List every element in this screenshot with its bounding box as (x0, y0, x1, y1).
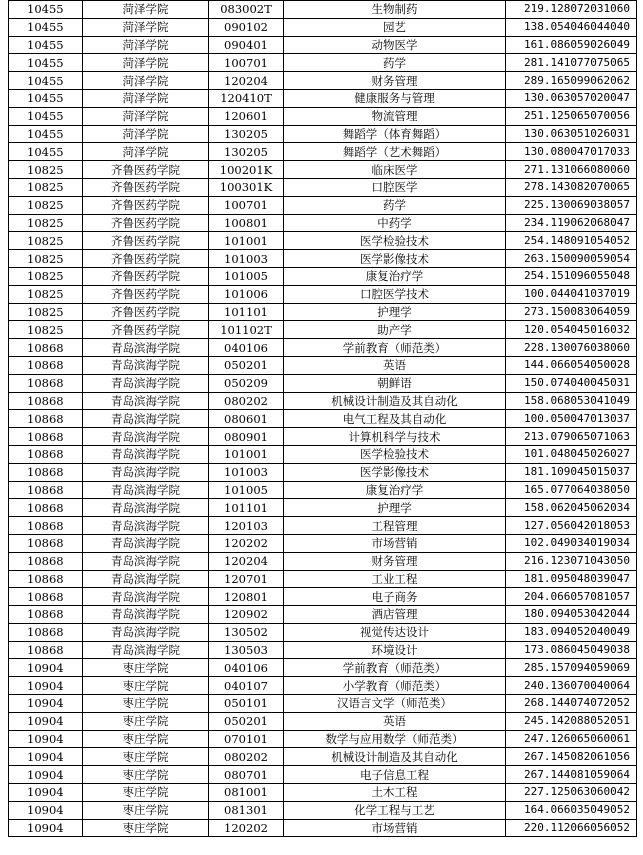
major-name-cell: 药学 (284, 196, 506, 214)
score-cell: 144.066054050028 (506, 356, 637, 374)
major-code-cell: 120202 (209, 819, 284, 837)
major-name-cell: 临床医学 (284, 161, 506, 179)
major-name-cell: 化学工程与工艺 (284, 801, 506, 819)
score-cell: 101.048045026027 (506, 445, 637, 463)
major-code-cell: 050101 (209, 695, 284, 713)
school-name-cell: 青岛滨海学院 (83, 339, 209, 357)
table-row (9, 534, 637, 552)
major-code-cell: 130502 (209, 623, 284, 641)
major-code-cell: 050201 (209, 712, 284, 730)
table-row (9, 552, 637, 570)
major-code-cell: 083002T (209, 1, 284, 19)
school-code-cell: 10868 (9, 588, 83, 606)
school-name-cell: 青岛滨海学院 (83, 499, 209, 517)
major-code-cell: 120701 (209, 570, 284, 588)
major-code-cell: 040107 (209, 677, 284, 695)
major-name-cell: 动物医学 (284, 36, 506, 54)
score-cell: 164.066035049052 (506, 801, 637, 819)
score-cell: 267.145082061056 (506, 748, 637, 766)
school-name-cell: 青岛滨海学院 (83, 606, 209, 624)
major-name-cell: 土木工程 (284, 784, 506, 802)
score-cell: 267.144081059064 (506, 766, 637, 784)
major-name-cell: 财务管理 (284, 552, 506, 570)
major-name-cell: 医学影像技术 (284, 250, 506, 268)
school-code-cell: 10825 (9, 303, 83, 321)
school-code-cell: 10825 (9, 214, 83, 232)
major-code-cell: 101003 (209, 250, 284, 268)
major-code-cell: 101005 (209, 481, 284, 499)
score-cell: 227.125063060042 (506, 784, 637, 802)
table-row (9, 72, 637, 90)
table-row (9, 517, 637, 535)
major-code-cell: 120103 (209, 517, 284, 535)
table-row (9, 214, 637, 232)
major-name-cell: 康复治疗学 (284, 267, 506, 285)
major-name-cell: 酒店管理 (284, 606, 506, 624)
table-row (9, 178, 637, 196)
score-cell: 165.077064038050 (506, 481, 637, 499)
school-code-cell: 10455 (9, 89, 83, 107)
table-row (9, 784, 637, 802)
school-name-cell: 青岛滨海学院 (83, 623, 209, 641)
score-cell: 234.119062068047 (506, 214, 637, 232)
table-row (9, 321, 637, 339)
major-code-cell: 120902 (209, 606, 284, 624)
major-code-cell: 130205 (209, 125, 284, 143)
school-code-cell: 10904 (9, 712, 83, 730)
score-cell: 181.109045015037 (506, 463, 637, 481)
major-name-cell: 机械设计制造及其自动化 (284, 392, 506, 410)
major-name-cell: 医学检验技术 (284, 232, 506, 250)
table-row (9, 303, 637, 321)
major-code-cell: 080701 (209, 766, 284, 784)
major-name-cell: 舞蹈学（艺术舞蹈） (284, 143, 506, 161)
school-code-cell: 10904 (9, 748, 83, 766)
score-cell: 240.136070040064 (506, 677, 637, 695)
school-code-cell: 10868 (9, 499, 83, 517)
major-name-cell: 工业工程 (284, 570, 506, 588)
major-code-cell: 101001 (209, 445, 284, 463)
table-row (9, 285, 637, 303)
school-code-cell: 10825 (9, 321, 83, 339)
school-code-cell: 10825 (9, 285, 83, 303)
school-name-cell: 菏泽学院 (83, 107, 209, 125)
school-code-cell: 10825 (9, 161, 83, 179)
score-cell: 130.080047017033 (506, 143, 637, 161)
table-row (9, 570, 637, 588)
table-row (9, 428, 637, 446)
school-code-cell: 10868 (9, 534, 83, 552)
school-code-cell: 10455 (9, 107, 83, 125)
school-code-cell: 10868 (9, 552, 83, 570)
table-row (9, 1, 637, 19)
school-name-cell: 菏泽学院 (83, 72, 209, 90)
school-name-cell: 青岛滨海学院 (83, 570, 209, 588)
major-code-cell: 100701 (209, 54, 284, 72)
table-row (9, 712, 637, 730)
score-cell: 245.142088052051 (506, 712, 637, 730)
school-name-cell: 枣庄学院 (83, 784, 209, 802)
table-row (9, 36, 637, 54)
school-code-cell: 10825 (9, 178, 83, 196)
score-cell: 273.150083064059 (506, 303, 637, 321)
major-code-cell: 101101 (209, 303, 284, 321)
major-code-cell: 130205 (209, 143, 284, 161)
school-name-cell: 菏泽学院 (83, 54, 209, 72)
school-name-cell: 青岛滨海学院 (83, 481, 209, 499)
school-name-cell: 青岛滨海学院 (83, 410, 209, 428)
major-code-cell: 120601 (209, 107, 284, 125)
major-code-cell: 120410T (209, 89, 284, 107)
table-row (9, 89, 637, 107)
school-name-cell: 枣庄学院 (83, 819, 209, 837)
school-code-cell: 10455 (9, 143, 83, 161)
major-name-cell: 小学教育（师范类） (284, 677, 506, 695)
major-name-cell: 电子信息工程 (284, 766, 506, 784)
table-row (9, 196, 637, 214)
school-code-cell: 10455 (9, 125, 83, 143)
table-row (9, 161, 637, 179)
school-code-cell: 10868 (9, 641, 83, 659)
table-row (9, 410, 637, 428)
school-code-cell: 10868 (9, 374, 83, 392)
school-name-cell: 青岛滨海学院 (83, 517, 209, 535)
score-cell: 180.094053042044 (506, 606, 637, 624)
table-row (9, 54, 637, 72)
major-name-cell: 汉语言文学（师范类） (284, 695, 506, 713)
school-name-cell: 齐鲁医药学院 (83, 303, 209, 321)
score-cell: 150.074040045031 (506, 374, 637, 392)
major-code-cell: 081001 (209, 784, 284, 802)
school-name-cell: 齐鲁医药学院 (83, 285, 209, 303)
school-name-cell: 齐鲁医药学院 (83, 250, 209, 268)
major-name-cell: 数学与应用数学（师范类） (284, 730, 506, 748)
school-name-cell: 青岛滨海学院 (83, 534, 209, 552)
school-code-cell: 10904 (9, 677, 83, 695)
school-code-cell: 10904 (9, 801, 83, 819)
school-name-cell: 齐鲁医药学院 (83, 267, 209, 285)
major-name-cell: 中药学 (284, 214, 506, 232)
score-cell: 220.112066056052 (506, 819, 637, 837)
table-row (9, 339, 637, 357)
school-name-cell: 菏泽学院 (83, 1, 209, 19)
major-code-cell: 120204 (209, 552, 284, 570)
major-name-cell: 计算机科学与技术 (284, 428, 506, 446)
major-name-cell: 舞蹈学（体育舞蹈） (284, 125, 506, 143)
school-code-cell: 10868 (9, 410, 83, 428)
major-code-cell: 101003 (209, 463, 284, 481)
major-name-cell: 英语 (284, 712, 506, 730)
school-code-cell: 10868 (9, 623, 83, 641)
score-cell: 247.126065060061 (506, 730, 637, 748)
school-name-cell: 齐鲁医药学院 (83, 321, 209, 339)
school-name-cell: 青岛滨海学院 (83, 392, 209, 410)
major-code-cell: 050209 (209, 374, 284, 392)
score-cell: 278.143082070065 (506, 178, 637, 196)
school-code-cell: 10868 (9, 428, 83, 446)
major-name-cell: 护理学 (284, 303, 506, 321)
score-cell: 158.068053041049 (506, 392, 637, 410)
major-code-cell: 040106 (209, 339, 284, 357)
school-name-cell: 青岛滨海学院 (83, 428, 209, 446)
table-row (9, 695, 637, 713)
major-name-cell: 护理学 (284, 499, 506, 517)
major-code-cell: 100701 (209, 196, 284, 214)
score-cell: 268.144074072052 (506, 695, 637, 713)
score-cell: 120.054045016032 (506, 321, 637, 339)
major-name-cell: 口腔医学技术 (284, 285, 506, 303)
score-cell: 219.128072031060 (506, 1, 637, 19)
school-name-cell: 枣庄学院 (83, 801, 209, 819)
table-row (9, 801, 637, 819)
table-row (9, 677, 637, 695)
score-cell: 100.050047013037 (506, 410, 637, 428)
school-code-cell: 10904 (9, 784, 83, 802)
school-code-cell: 10455 (9, 54, 83, 72)
table-row (9, 107, 637, 125)
table-row (9, 748, 637, 766)
school-name-cell: 菏泽学院 (83, 18, 209, 36)
major-code-cell: 130503 (209, 641, 284, 659)
school-name-cell: 枣庄学院 (83, 712, 209, 730)
major-name-cell: 市场营销 (284, 819, 506, 837)
school-name-cell: 齐鲁医药学院 (83, 178, 209, 196)
major-code-cell: 080901 (209, 428, 284, 446)
school-name-cell: 枣庄学院 (83, 748, 209, 766)
table-row (9, 232, 637, 250)
school-name-cell: 枣庄学院 (83, 766, 209, 784)
school-name-cell: 青岛滨海学院 (83, 445, 209, 463)
score-cell: 127.056042018053 (506, 517, 637, 535)
major-name-cell: 学前教育（师范类） (284, 659, 506, 677)
major-name-cell: 物流管理 (284, 107, 506, 125)
school-code-cell: 10455 (9, 72, 83, 90)
score-cell: 281.141077075065 (506, 54, 637, 72)
score-cell: 225.130069038057 (506, 196, 637, 214)
score-cell: 251.125065070056 (506, 107, 637, 125)
major-name-cell: 学前教育（师范类） (284, 339, 506, 357)
school-code-cell: 10904 (9, 695, 83, 713)
score-cell: 254.148091054052 (506, 232, 637, 250)
table-row (9, 356, 637, 374)
major-name-cell: 口腔医学 (284, 178, 506, 196)
major-code-cell: 081301 (209, 801, 284, 819)
school-code-cell: 10904 (9, 819, 83, 837)
school-code-cell: 10455 (9, 18, 83, 36)
major-code-cell: 090401 (209, 36, 284, 54)
school-name-cell: 枣庄学院 (83, 730, 209, 748)
major-name-cell: 生物制药 (284, 1, 506, 19)
score-cell: 130.063057020047 (506, 89, 637, 107)
major-code-cell: 120202 (209, 534, 284, 552)
major-name-cell: 视觉传达设计 (284, 623, 506, 641)
major-code-cell: 100201K (209, 161, 284, 179)
major-code-cell: 080202 (209, 392, 284, 410)
table-row (9, 267, 637, 285)
major-name-cell: 市场营销 (284, 534, 506, 552)
score-cell: 181.095048039047 (506, 570, 637, 588)
major-code-cell: 101001 (209, 232, 284, 250)
major-code-cell: 040106 (209, 659, 284, 677)
score-cell: 138.054046044040 (506, 18, 637, 36)
school-name-cell: 菏泽学院 (83, 125, 209, 143)
major-name-cell: 环境设计 (284, 641, 506, 659)
table-row (9, 463, 637, 481)
score-cell: 213.079065071063 (506, 428, 637, 446)
school-code-cell: 10868 (9, 517, 83, 535)
school-code-cell: 10825 (9, 250, 83, 268)
score-cell: 161.086059026049 (506, 36, 637, 54)
table-row (9, 766, 637, 784)
school-code-cell: 10904 (9, 766, 83, 784)
school-name-cell: 枣庄学院 (83, 695, 209, 713)
major-code-cell: 080202 (209, 748, 284, 766)
score-cell: 102.049034019034 (506, 534, 637, 552)
school-name-cell: 青岛滨海学院 (83, 641, 209, 659)
score-cell: 271.131066080060 (506, 161, 637, 179)
major-code-cell: 120801 (209, 588, 284, 606)
major-name-cell: 朝鲜语 (284, 374, 506, 392)
school-code-cell: 10868 (9, 481, 83, 499)
major-name-cell: 机械设计制造及其自动化 (284, 748, 506, 766)
table-row (9, 374, 637, 392)
table-row (9, 659, 637, 677)
major-name-cell: 电子商务 (284, 588, 506, 606)
school-code-cell: 10904 (9, 730, 83, 748)
table-row (9, 125, 637, 143)
table-row (9, 392, 637, 410)
school-name-cell: 枣庄学院 (83, 659, 209, 677)
school-name-cell: 青岛滨海学院 (83, 356, 209, 374)
score-cell: 100.044041037019 (506, 285, 637, 303)
major-code-cell: 050201 (209, 356, 284, 374)
major-code-cell: 070101 (209, 730, 284, 748)
table-row (9, 641, 637, 659)
major-code-cell: 101006 (209, 285, 284, 303)
major-name-cell: 英语 (284, 356, 506, 374)
major-name-cell: 医学影像技术 (284, 463, 506, 481)
score-cell: 130.063051026031 (506, 125, 637, 143)
school-code-cell: 10868 (9, 339, 83, 357)
school-code-cell: 10904 (9, 659, 83, 677)
school-name-cell: 菏泽学院 (83, 89, 209, 107)
table-row (9, 730, 637, 748)
major-code-cell: 100301K (209, 178, 284, 196)
school-code-cell: 10868 (9, 392, 83, 410)
score-cell: 289.165099062062 (506, 72, 637, 90)
school-name-cell: 青岛滨海学院 (83, 463, 209, 481)
table-row (9, 819, 637, 837)
school-name-cell: 齐鲁医药学院 (83, 232, 209, 250)
table-row (9, 250, 637, 268)
major-name-cell: 健康服务与管理 (284, 89, 506, 107)
major-name-cell: 医学检验技术 (284, 445, 506, 463)
school-code-cell: 10825 (9, 232, 83, 250)
school-code-cell: 10825 (9, 267, 83, 285)
table-row (9, 481, 637, 499)
school-code-cell: 10455 (9, 36, 83, 54)
school-code-cell: 10868 (9, 445, 83, 463)
score-cell: 263.150090059054 (506, 250, 637, 268)
major-code-cell: 090102 (209, 18, 284, 36)
table-row (9, 588, 637, 606)
school-code-cell: 10868 (9, 356, 83, 374)
score-cell: 183.094052040049 (506, 623, 637, 641)
table-row (9, 143, 637, 161)
table-row (9, 18, 637, 36)
admission-score-table (8, 0, 637, 837)
school-code-cell: 10868 (9, 570, 83, 588)
school-code-cell: 10868 (9, 463, 83, 481)
major-code-cell: 080601 (209, 410, 284, 428)
school-name-cell: 菏泽学院 (83, 143, 209, 161)
score-cell: 254.151096055048 (506, 267, 637, 285)
major-name-cell: 工程管理 (284, 517, 506, 535)
table-row (9, 606, 637, 624)
school-name-cell: 青岛滨海学院 (83, 588, 209, 606)
admission-score-table-sheet (8, 0, 636, 837)
school-code-cell: 10455 (9, 1, 83, 19)
school-name-cell: 青岛滨海学院 (83, 374, 209, 392)
score-cell: 158.062045062034 (506, 499, 637, 517)
school-name-cell: 青岛滨海学院 (83, 552, 209, 570)
school-name-cell: 枣庄学院 (83, 677, 209, 695)
table-row (9, 499, 637, 517)
school-name-cell: 齐鲁医药学院 (83, 161, 209, 179)
score-cell: 216.123071043050 (506, 552, 637, 570)
table-body (9, 1, 637, 837)
score-cell: 285.157094059069 (506, 659, 637, 677)
score-cell: 228.130076038060 (506, 339, 637, 357)
major-name-cell: 助产学 (284, 321, 506, 339)
major-name-cell: 药学 (284, 54, 506, 72)
table-row (9, 445, 637, 463)
major-name-cell: 财务管理 (284, 72, 506, 90)
school-name-cell: 齐鲁医药学院 (83, 196, 209, 214)
major-code-cell: 101101 (209, 499, 284, 517)
major-code-cell: 101005 (209, 267, 284, 285)
major-name-cell: 电气工程及其自动化 (284, 410, 506, 428)
school-name-cell: 齐鲁医药学院 (83, 214, 209, 232)
school-name-cell: 菏泽学院 (83, 36, 209, 54)
table-row (9, 623, 637, 641)
school-code-cell: 10868 (9, 606, 83, 624)
major-code-cell: 101102T (209, 321, 284, 339)
major-name-cell: 园艺 (284, 18, 506, 36)
major-code-cell: 100801 (209, 214, 284, 232)
score-cell: 173.086045049038 (506, 641, 637, 659)
school-code-cell: 10825 (9, 196, 83, 214)
major-code-cell: 120204 (209, 72, 284, 90)
score-cell: 204.066057081057 (506, 588, 637, 606)
major-name-cell: 康复治疗学 (284, 481, 506, 499)
